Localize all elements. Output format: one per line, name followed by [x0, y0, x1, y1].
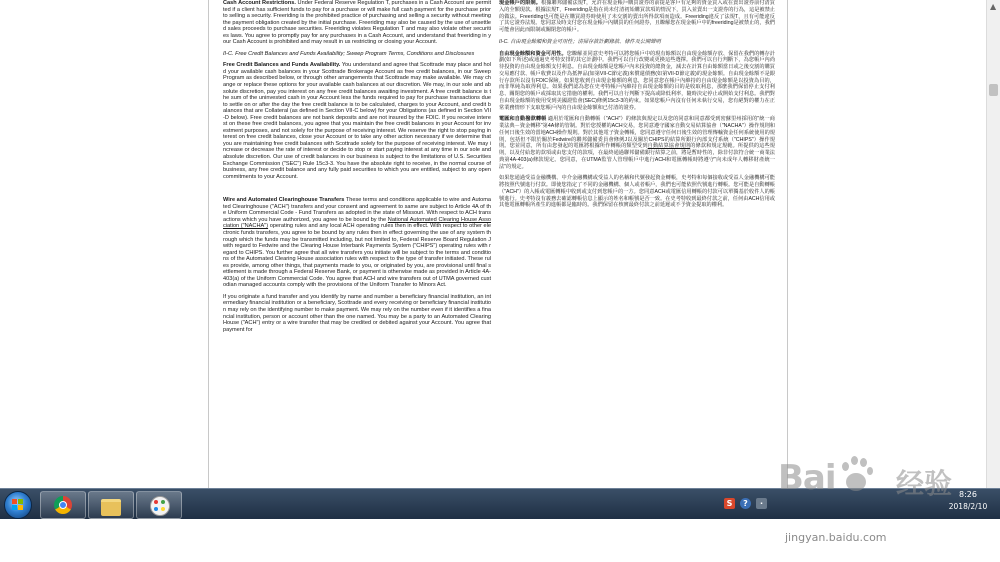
wire-ach-text-b: operating rules and any local ACH operating rules then in effect. With respect to other electronic funds transfers, you agree to be bound by any rules then in effect governing the use of any system through which the funds may be transmitted including, but not limited to, Federal Reserve Board Regulation J with regard to Fedwire and the Clearing House Interbank Payments System ("CHIPS") operating rules with regard to CHIPS. You further agree that all wire transfers you initiate will be subject to the terms and conditions of the Automated Clearing House association rules with respect to the type of transfer initiated. These rules provide, among other things, that payments made to you, or originated by you, are provisional until final settlement is made through a Federal Reserve Bank, or payment is otherwise made as provided in Article 4A-403(a) of the Uniform Commercial Code. You agree that ACH and wire transfers out of UTMA governed custodian managed accounts comply with the provisions of the Uniform Transfer to Minors Act.	[223, 223, 491, 289]
watermark-brand: Bai	[778, 458, 836, 498]
baidu-watermark	[778, 452, 998, 522]
taskbar-explorer-button[interactable]	[88, 491, 134, 519]
start-button[interactable]	[4, 491, 32, 519]
chinese-column	[499, 0, 775, 214]
free-credit-title-cn: 自由現金餘額和資金可用性。	[499, 50, 567, 57]
input-method-icon[interactable]: S	[724, 498, 735, 509]
free-credit-text-cn: 您瞭解並同意史考特可以將您帳戶中的現有餘額以自由現金餘額存放、保留在我們的轉存計劃(如下所述)或通過史考特安排的其它計劃中。我們可以自行改變或更換這些選擇。我們可以自行判斷下，為您帳戶內尚待投資的自由現金餘額支付利息。自由現金餘額是您帳戶內未投資的總資金，減去在計算自由餘額當日或之後交割的購買交易應付款、帳戶收費以及作為抵押品(如第VII-C節定義)來償還債務(如第VII-D節定義)的現金餘額。自由現金餘額不是銀行存款所以沒有FDIC保險。如果您收到自由現金餘額的利息，您同意您在帳戶內維持的自由現金餘額是以投資為目的，而非單純為取得利息。如果我們認為您在史考特帳戶內維持自由現金餘額的目的是收取利息，那麼我們保留停止支付利息、關閉您的帳戶或採取其它措施的權利。我們可以自行判斷下提高或降低利率，隨時決定停止或開始支付利息。我們對自由現金餘額的使用受到美國證監會(SEC)條例15c3-3的約束。如果您帳戶內沒有任何未執行交易，您有絕對的權力在正常業務情形下支取您帳戶內的自由現金餘額和已付清的證券。	[499, 50, 775, 111]
windows-logo-icon	[12, 499, 24, 511]
chrome-icon	[54, 496, 72, 514]
nacha-link-cn[interactable]: 自動結算協會規則	[647, 143, 691, 150]
section-heading-iic-cn: II-C. 自由現金餘額和資金可用性；清掃存款計劃條款、條件及公開聲明	[499, 38, 661, 45]
wire-ach-text-a-cn: 適用於電匯和自動轉帳（"ACH"）的條款與規定以及您的同意和同意都受到密蘇里州採用的"統一商業法典－資金轉移"第4A條的管制。對於您授權的ACH交易，您同意遵守國家自動交易結算協會（"NACHA"）操作規則和任何日後生效的當地ACH操作規則。對於其他電子資金轉帳，您同意遵守任何日後生效的管理傳輸資金任何系統使用的規則，包括但不限於關於Fedwire的聯邦儲備委員會條例J以及關於CHIPS的結算所銀行內部支付系統（"CHIPS"）操作規則。您並同意，所有由您發起的電匯將根據所作轉帳的類型受到	[499, 116, 775, 150]
nacha-link[interactable]: National Automated Clearing House Association ("NACHA")	[223, 216, 491, 230]
scrollbar-thumb[interactable]	[989, 84, 998, 96]
clock-date: 2018/2/10	[948, 502, 988, 511]
vertical-scrollbar[interactable]	[986, 0, 1000, 488]
wire-ach-title: Wire and Automated Clearinghouse Transfers	[223, 197, 345, 204]
paragraph-free-credit-cn	[499, 51, 775, 112]
taskbar-chrome-button[interactable]	[40, 491, 86, 519]
free-credit-title: Free Credit Balances and Funds Availability.	[223, 62, 341, 69]
document-page	[208, 0, 788, 488]
clock-time: 8:26	[959, 490, 977, 499]
paint-palette-icon	[150, 496, 170, 516]
cash-restrictions-text: Under Federal Reserve Regulation T, purchases in a Cash Account are permitted if a client has sufficient funds to pay for a purchase or will make full cash payment for the purchase prior to selling a security. Freeriding is the prohibited practice of purchasing and selling a security without meeting the payment obligation created by the initial purchase. Freeriding may also be caused by the use of unsettled sales proceeds to purchase securities. Freeriding violates Regulation T and may also violate other securities laws. You agree to promptly pay for any purchases in a Cash Account, and understand that freeriding in your Cash Account is prohibited and may result in us restricting or closing your Account.	[223, 0, 492, 46]
paragraph-wire-ach	[223, 197, 491, 289]
folder-icon	[101, 499, 121, 516]
watermark-brand-cn: 经验	[896, 467, 953, 500]
section-heading-iic: II-C. Free Credit Balances and Funds Availability; Sweep Program Terms, Conditions and Disclosures	[223, 50, 475, 57]
paragraph-wire-ach-cn	[499, 116, 775, 170]
cash-restrictions-title: Cash Account Restrictions.	[223, 0, 296, 6]
paragraph-cash-restrictions	[223, 0, 491, 46]
cash-restrictions-text-cn: 根據聯邦儲備法規T，允許在現金帳戶購買證券的前提是客戶有足夠的資金買入或在賣出證券前付清買入的全額現款。根據法規T，Freeriding是指在尚未付清初始購買款項的情況下，買入並賣出一支證券的行為，這是被禁止的做法。Freeriding也可能是在購買證券時使用了未交割的賣出所得款項而造成。Freeriding違反了法規T，且有可能違反了其它證券法規。您同意及時支付您在現金帳戶內購買的任何證券，且瞭解您在現金帳戶中的freeriding是被禁止的，我們可能會因此而限制或關閉您的帳戶。	[499, 0, 775, 33]
tray-icon-misc[interactable]: ·	[756, 498, 767, 509]
paragraph-free-credit	[223, 62, 491, 180]
wire-ach-text-b-cn: 的條款和規定規範。所提供的這些規則，以及付給您的款項或由您支付的款項，在最終通過聯邦儲備銀行結算之前，將是暫時性的，除非付款符合統一商業法典第4A-403(a)條款規定。您同意，在UTMA監管人管理帳戶中進行ACH和電匯轉帳時將遵守"向未成年人轉移財產統一法"的規定。	[499, 143, 775, 170]
english-column	[223, 0, 491, 338]
paragraph-fund-transfer-cn: 如果您通過受益金融機構、中介金融機構或受益人的名稱和代號發起資金轉帳，史考特和每個接收或受益人金融機構可能將按照代號進行付款。即使您指定了不同的金融機構、個人或者帳戶，我們也可能依照代號進行轉帳。您可能是自動轉帳（"ACH"）的入帳或電匯轉帳中收到或支付到您帳戶的一方。您同意ACH或電匯信用轉帳的付款可以單獨基於收件人的帳號進行。史考特沒有義務去確認轉帳信息上顯示的姓名和帳號是否一致。在史考特收到最終付款之前，任何由ACH信用或其他電匯轉帳所產生的進帳都是臨時的。我們保留在核實最終付款之前延遲或不予資金提取的權利。	[499, 175, 775, 209]
scroll-up-arrow-icon[interactable]: ▲	[990, 2, 997, 11]
wire-ach-text-a: These terms and conditions applicable to wire and Automated Clearinghouse ("ACH") transfers and your consent and agreement to same are subject to Article 4A of the Uniform Commercial Code - Fund Transfers as adopted in the state of Missouri. With respect to ACH transactions which you have authorized, you agree to be bound by the	[223, 197, 491, 223]
taskbar-paint-button[interactable]	[136, 491, 182, 519]
cash-restrictions-title-cn: 現金帳戶的限制。	[499, 0, 541, 6]
baidu-paw-icon	[840, 456, 874, 496]
free-credit-text: You understand and agree that Scottrade may place and hold your available cash balances in your Scottrade Brokerage Account as free credit balances, in our Sweep Program as described below, or through other arrangements that Scottrade may make available. We may change or replace these options for your available cash balances at our discretion. We may, in our sole and absolute discretion, pay you interest on any free credit balances awaiting investment. A free credit balance is the sum of the uninvested cash in your Account less the funds required to pay for purchase transactions due to settle on or after the day the free credit balance is to be calculated, charges to your Account, and credit balances that are Collateral (as defined in Section VII-C below) for your Obligations (as defined in Section VII-D below). Free credit balances are not bank deposits and are not insured by the FDIC. If you receive interest on these free credit balances, you agree that you maintain the free credit balances in your Account for investment purposes, and not solely for the purpose of receiving interest. We reserve the right to stop paying interest on free credit balances, close your Account or to take any other action necessary if we determine that you are maintaining free credit balances with Scottrade solely for the purpose of receiving interest. We may increase or decrease the rate of interest or decide to stop or start paying interest at any time in our sole and absolute discretion. Our use of credit balances in our business is subject to the limitations of U.S. Securities Exchange Commission ("SEC") Rule 15c3-3. You have the absolute right to receive, in the normal course of business, any free credit balance and any fully paid securities to which you are entitled, subject to any open commitments to your Account.	[223, 62, 491, 180]
help-icon[interactable]: ?	[740, 498, 751, 509]
watermark-url: jingyan.baidu.com	[785, 531, 887, 544]
paragraph-cash-restrictions-cn	[499, 0, 775, 34]
wire-ach-title-cn: 電匯和自動撥款轉帳	[499, 116, 547, 123]
paragraph-fund-transfer: If you originate a fund transfer and you identify by name and number a beneficiary financial institution, an intermediary financial institution or a beneficiary, Scottrade and every receiving or beneficiary financial institution may rely on the identifying number to make payment. We may rely on the number even if it identifies a financial institution, person or account other than the one named. You may be a party to an Automated Clearing House ("ACH") entry or a wire transfer that may be credited or debited against your Account. You agree that payment for	[223, 293, 491, 333]
